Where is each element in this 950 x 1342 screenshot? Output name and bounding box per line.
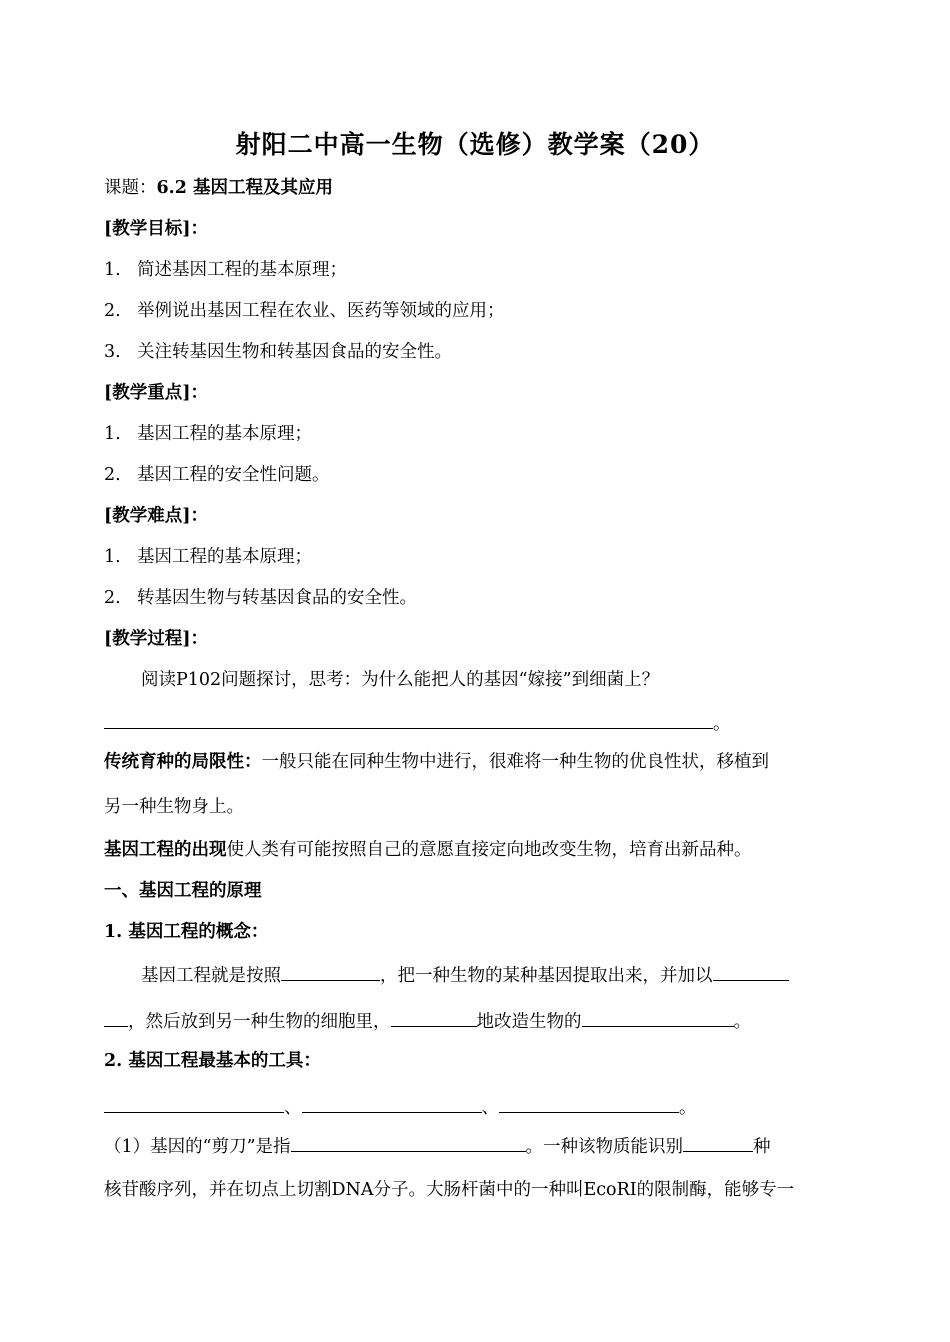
- item-number: 2.: [104, 301, 121, 321]
- objectives-heading: [教学目标]：: [104, 219, 209, 239]
- tools-blanks-line: [104, 1094, 697, 1120]
- concept-line-2: [104, 1008, 751, 1034]
- key-point-item: [104, 463, 330, 487]
- item-text: 基因工程的基本原理；: [137, 424, 312, 444]
- difficulty-item: [104, 586, 417, 610]
- emergence-label: 基因工程的出现: [104, 840, 227, 860]
- scissors-blank-2[interactable]: [683, 1133, 753, 1152]
- concept-text: 。: [733, 1012, 751, 1032]
- item-text: 举例说出基因工程在农业、医药等领域的应用；: [137, 301, 505, 321]
- concept-blank-2-cont[interactable]: [104, 1008, 128, 1027]
- item-number: 2.: [104, 588, 121, 608]
- key-points-heading: [教学重点]：: [104, 383, 209, 403]
- topic-value: 6.2 基因工程及其应用: [156, 178, 334, 198]
- concept-line-1: [141, 962, 789, 988]
- key-point-item: [104, 422, 312, 446]
- topic-line: [104, 176, 333, 200]
- traditional-paragraph: [104, 750, 769, 774]
- traditional-continued: 另一种生物身上。: [104, 797, 244, 817]
- objective-item: [104, 299, 505, 323]
- tool-blank-3[interactable]: [499, 1094, 679, 1113]
- scissors-text: （1）基因的“剪刀”是指: [104, 1137, 291, 1157]
- reading-prompt: 阅读P102问题探讨，思考：为什么能把人的基因“嫁接”到细菌上？: [141, 670, 660, 690]
- emergence-text: 使人类有可能按照自己的意愿直接定向地改变生物，培育出新品种。: [226, 840, 752, 860]
- item-number: 1.: [104, 547, 121, 567]
- separator: 、: [284, 1098, 302, 1118]
- scissors-blank-1[interactable]: [291, 1133, 526, 1152]
- scissors-line-2: 核苷酸序列，并在切点上切割DNA分子。大肠杆菌中的一种叫EcoRI的限制酶，能够专一: [104, 1180, 795, 1200]
- period: 。: [679, 1098, 697, 1118]
- concept-blank-2[interactable]: [713, 962, 789, 981]
- traditional-label: 传统育种的局限性：: [104, 752, 262, 772]
- item-text: 转基因生物与转基因食品的安全性。: [137, 588, 417, 608]
- concept-text: ，然后放到另一种生物的细胞里，: [128, 1012, 391, 1032]
- scissors-text: 种: [753, 1137, 771, 1157]
- tools-heading: 2. 基因工程最基本的工具：: [104, 1051, 321, 1071]
- item-number: 1.: [104, 424, 121, 444]
- traditional-text: 一般只能在同种生物中进行，很难将一种生物的优良性状，移植到: [261, 752, 769, 772]
- answer-end: 。: [713, 714, 731, 734]
- document-title: 射阳二中高一生物（选修）教学案（20）: [235, 130, 715, 159]
- answer-blank[interactable]: [104, 710, 713, 729]
- concept-blank-3[interactable]: [391, 1008, 477, 1027]
- concept-blank-1[interactable]: [281, 962, 380, 981]
- section-heading: 一、基因工程的原理: [104, 881, 262, 901]
- item-text: 基因工程的基本原理；: [137, 547, 312, 567]
- difficulty-item: [104, 545, 312, 569]
- item-text: 基因工程的安全性问题。: [137, 465, 330, 485]
- scissors-line-1: [104, 1133, 771, 1159]
- objective-item: [104, 258, 347, 282]
- concept-heading: 1. 基因工程的概念：: [104, 922, 269, 942]
- emergence-paragraph: [104, 838, 752, 862]
- topic-label: 课题：: [104, 178, 157, 198]
- item-text: 简述基因工程的基本原理；: [137, 260, 347, 280]
- process-heading: [教学过程]：: [104, 629, 209, 649]
- concept-text: 地改造生物的: [476, 1012, 582, 1032]
- tool-blank-2[interactable]: [302, 1094, 482, 1113]
- scissors-text: 。一种该物质能识别: [525, 1137, 684, 1157]
- concept-text: 基因工程就是按照: [141, 966, 281, 986]
- objective-item: [104, 340, 452, 364]
- item-text: 关注转基因生物和转基因食品的安全性。: [137, 342, 452, 362]
- concept-text: ，把一种生物的某种基因提取出来，并加以: [380, 966, 713, 986]
- separator: 、: [481, 1098, 499, 1118]
- item-number: 2.: [104, 465, 121, 485]
- item-number: 1.: [104, 260, 121, 280]
- concept-blank-4[interactable]: [582, 1008, 734, 1027]
- item-number: 3.: [104, 342, 121, 362]
- answer-line: [104, 710, 731, 736]
- tool-blank-1[interactable]: [104, 1094, 284, 1113]
- difficulties-heading: [教学难点]：: [104, 506, 209, 526]
